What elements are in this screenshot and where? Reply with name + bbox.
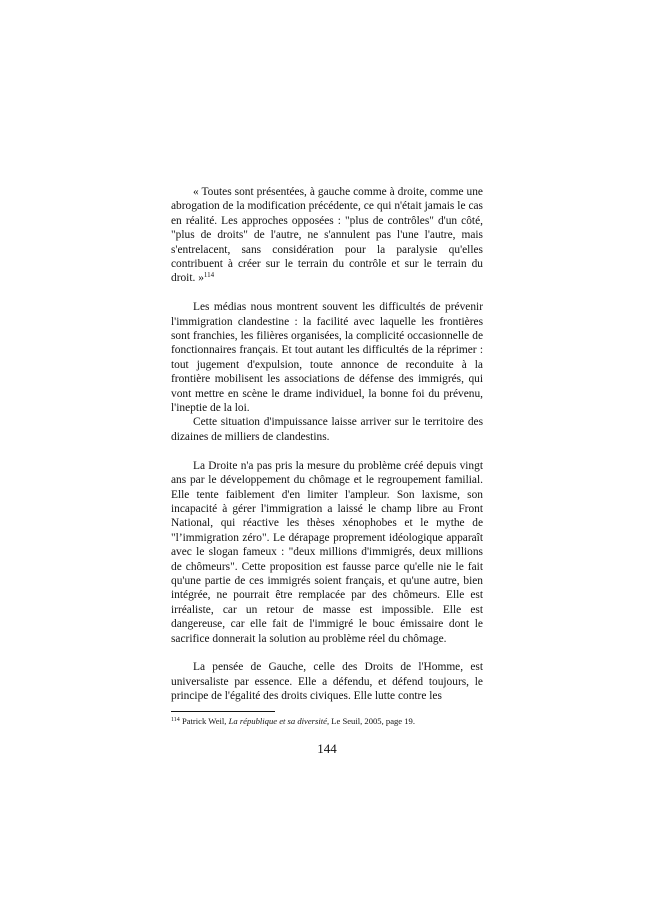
- quote-text: « Toutes sont présentées, à gauche comme à droite, comme une abrogation de la modification précédente, ce qui n'était jamais le cas en réalité. Les approches opposées : "plus de contrôles" d'un côté, "plus de droits" de l'autre, ne s'annulent pas l'une l'autre, mais s'entrelacent, sans considération pour la paralysie qu'elles contribuent à créer sur le terrain du contrôle et sur le terrain du droit. »: [171, 186, 483, 285]
- quote-paragraph: [171, 185, 483, 286]
- paragraph-droite: La Droite n'a pas pris la mesure du problème créé depuis vingt ans par le développement du chômage et le regroupement familial. Elle tente faiblement d'en limiter l'ampleur. Son laxisme, son incapacité à gérer l'immigration a laissé le champ libre au Front National, qui réactive les thèses xénophobes et le mythe de "l’immigration zéro". Le dérapage proprement idéologique apparaît avec le slogan fameux : "deux millions d'immigrés, deux millions de chômeurs". Cette proposition est fausse parce qu'elle nie le fait qu'une partie de ces immigrés soient français, et qu'une autre, bien intégrée, ne pourrait être remplacée par des chômeurs. Elle est irréaliste, car un retour de masse est impossible. Elle est dangereuse, car elle fait de l'immigré le bouc émissaire dont le sacrifice donnerait la solution au problème réel du chômage.: [171, 459, 483, 645]
- paragraph-gauche: La pensée de Gauche, celle des Droits de l'Homme, est universaliste par essence. Elle a défendu, et défend toujours, le principe de l'égalité des droits civiques. Elle lutte contre les: [171, 661, 483, 703]
- footnote-details: , Le Seuil, 2005, page 19.: [326, 716, 416, 726]
- footnote-number: 114: [171, 717, 180, 723]
- footnote-reference: 114: [203, 271, 215, 280]
- footnote-separator: [171, 711, 275, 712]
- page-number: 144: [317, 741, 337, 756]
- paragraph-impuissance: Cette situation d'impuissance laisse arriver sur le territoire des dizaines de milliers de clandestins.: [171, 416, 483, 443]
- footnote: [171, 716, 483, 727]
- body-text: [171, 185, 483, 704]
- paragraph-media: Les médias nous montrent souvent les difficultés de prévenir l'immigration clandestine : la facilité avec laquelle les frontières sont franchies, les filières organisées, la complicité occasionnelle de fonctionnaires français. Et tout autant les difficultés de la réprimer : tout jugement d'expulsion, toute annonce de reconduite à la frontière mobilisent les associations de défense des immigrés, qui vont mettre en scène le drame individuel, la bonne foi du prévenu, l'ineptie de la loi.: [171, 301, 483, 415]
- footnote-title: La république et sa diversité: [228, 716, 327, 726]
- footnote-author: Patrick Weil,: [181, 716, 229, 726]
